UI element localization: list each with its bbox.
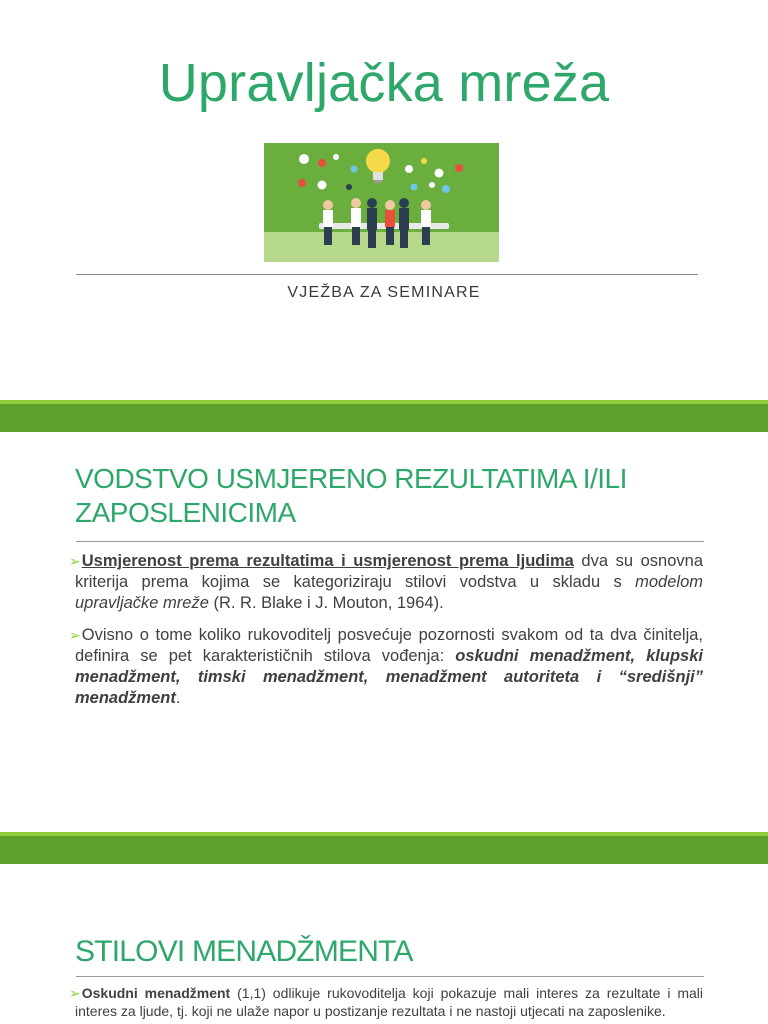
team-meeting-illustration <box>264 143 499 262</box>
slide-1 <box>0 0 768 400</box>
slide-2-bullet-2 <box>69 625 703 709</box>
slide-2-divider <box>76 541 704 542</box>
arrow-bullet-icon: ➢ <box>69 627 81 643</box>
slide-separator <box>0 836 768 864</box>
slide-2-bullet-1 <box>69 551 703 614</box>
title-divider <box>76 274 698 275</box>
slide-3-bullet-text: (1,1) odlikuje rukovoditelja koji pokazuje mali interes za rezultate i mali interes za ljude, tj. koji ne ulaže napor u postizanje rezultata i ne nastoji utjecati na zaposlenike. <box>75 985 703 1019</box>
bullet-1-tail: (R. R. Blake i J. Mouton, 1964). <box>208 594 444 612</box>
bullet-1-italic: modelom upravljačke mreže <box>75 573 703 612</box>
bullet-2-text: Ovisno o tome koliko rukovoditelj posvećuje pozornosti svakom od ta dva činitelja, definira se pet karakterističnih stilova vođenja: <box>75 626 703 665</box>
slide-1-title: Upravljačka mreža <box>158 53 610 113</box>
arrow-bullet-icon: ➢ <box>69 553 81 569</box>
arrow-bullet-icon: ➢ <box>69 985 81 1001</box>
bullet-2-styles: oskudni menadžment, klupski menadžment, timski menadžment, menadžment autoriteta i “središnji” menadžment <box>75 647 703 707</box>
slide-3-title: STILOVI MENADŽMENTA <box>75 935 413 968</box>
slide-1-subtitle: VJEŽBA ZA SEMINARE <box>287 284 481 301</box>
slide-3-divider <box>76 976 704 977</box>
slide-separator <box>0 404 768 432</box>
bullet-1-text: dva su osnovna kriterija prema kojima se kategoriziraju stilovi vodstva u skladu s <box>75 552 703 591</box>
bullet-1-lead: Usmjerenost prema rezultatima i usmjerenost prema ljudima <box>81 552 574 570</box>
slide-2-title: VODSTVO USMJERENO REZULTATIMA I/ILI ZAPOSLENICIMA <box>75 463 627 528</box>
bullet-2-tail: . <box>175 689 181 707</box>
team-meeting-lightbulb-icon <box>264 143 499 262</box>
slide-3-bullet-1 <box>69 984 703 1020</box>
slide-3-bullet-lead: Oskudni menadžment <box>81 985 231 1001</box>
